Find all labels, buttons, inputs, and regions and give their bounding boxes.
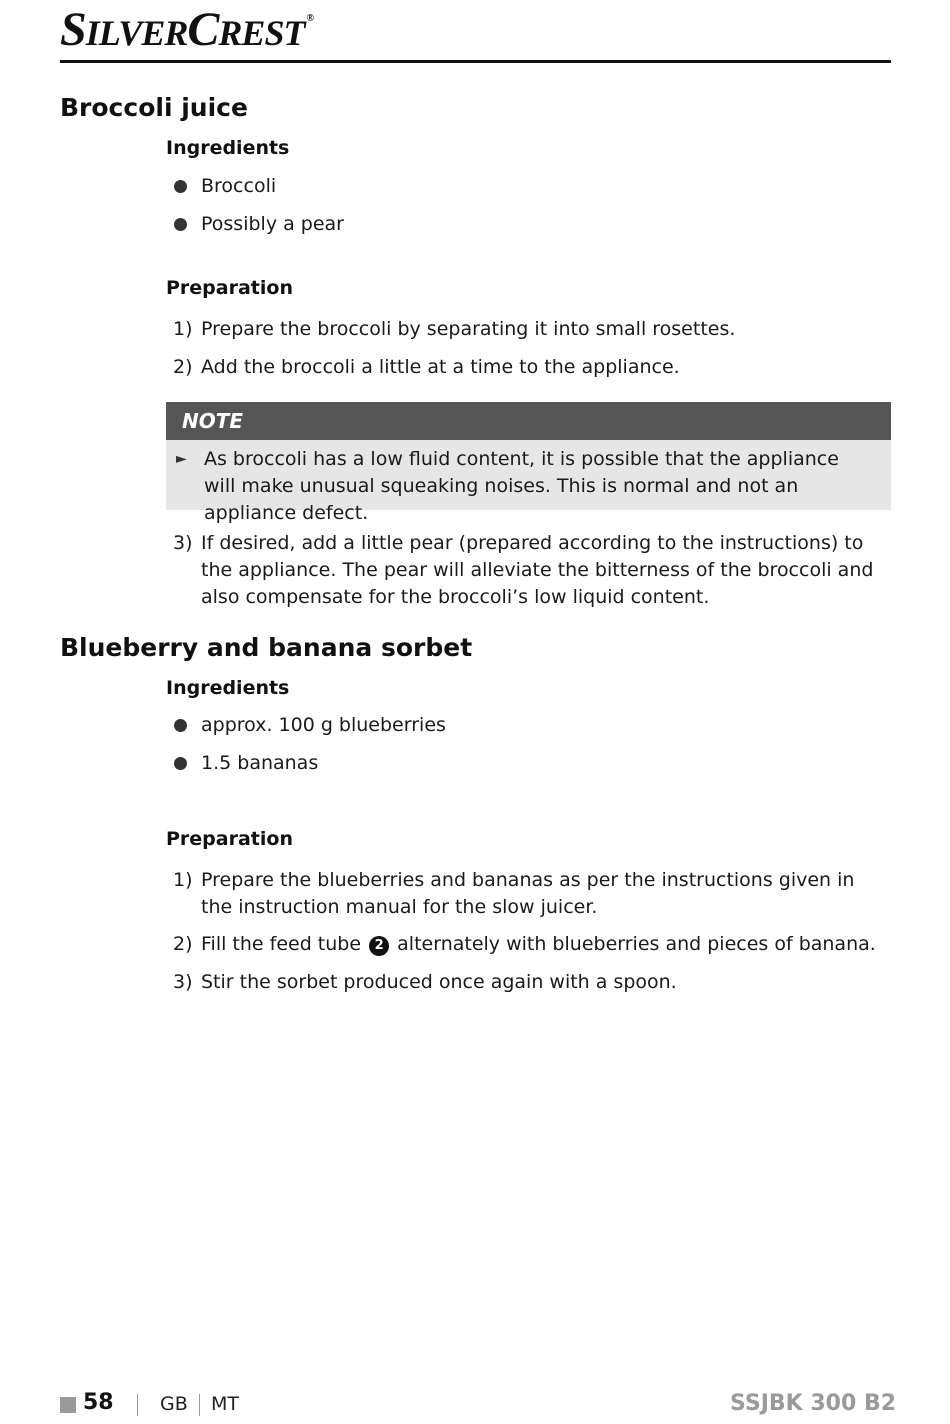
step-item [166,867,878,921]
ingredients-heading: Ingredients [166,677,290,699]
step-item [166,931,878,958]
step-text: Prepare the blueberries and bananas as per the instructions given in the instruction manual for the slow juicer. [201,869,855,918]
preparation-heading: Preparation [166,828,293,850]
step-text: If desired, add a little pear (prepared according to the instructions) to the appliance. The pear will alleviate the bitterness of the broccoli and also compensate for the broccoli’s low liquid content. [201,532,874,608]
bullet-icon [174,180,187,193]
step-number: 3) [173,532,193,554]
step-text: Add the broccoli a little at a time to the appliance. [201,356,680,378]
header-rule [60,60,891,63]
list-item [174,752,318,774]
ingredient-text: Possibly a pear [201,213,344,235]
step-text: Prepare the broccoli by separating it into small rosettes. [201,318,736,340]
bullet-icon [174,218,187,231]
note-body [176,446,876,527]
list-item [174,213,344,235]
step-item [166,316,878,343]
footer-divider [137,1394,138,1416]
step-number: 1) [173,318,193,340]
language-code: GB [160,1393,188,1415]
step-number: 2) [173,933,193,955]
bullet-icon [174,757,187,770]
note-box [166,402,891,524]
ingredients-heading: Ingredients [166,137,290,159]
step-text: Stir the sorbet produced once again with a spoon. [201,971,677,993]
step-number: 1) [173,869,193,891]
list-item [174,175,276,197]
step-item [166,969,878,996]
callout-number-icon: 2 [369,936,389,956]
ingredient-text: approx. 100 g blueberries [201,714,446,736]
triangle-right-icon: ► [176,451,187,467]
section-title-broccoli: Broccoli juice [60,93,248,122]
note-heading: NOTE [166,402,891,440]
page-number: 58 [83,1390,114,1415]
list-item [174,714,446,736]
step-item [166,530,878,611]
footer-square-icon [60,1397,76,1413]
preparation-heading: Preparation [166,277,293,299]
ingredient-text: 1.5 bananas [201,752,319,774]
step-number: 3) [173,971,193,993]
brand-logo: SILVERCREST ® [60,3,313,56]
footer-divider [199,1394,200,1416]
ingredient-text: Broccoli [201,175,277,197]
model-number: SSJBK 300 B2 [730,1391,897,1416]
step-item [166,354,878,381]
bullet-icon [174,719,187,732]
step-text-after: alternately with blueberries and pieces of banana. [397,933,876,955]
step-number: 2) [173,356,193,378]
language-code: MT [211,1393,239,1415]
step-text [201,931,878,958]
note-text: As broccoli has a low fluid content, it is possible that the appliance will make unusual squeaking noises. This is normal and not an appliance defect. [204,448,839,524]
section-title-sorbet: Blueberry and banana sorbet [60,633,473,662]
step-text-before: Fill the feed tube [201,933,362,955]
